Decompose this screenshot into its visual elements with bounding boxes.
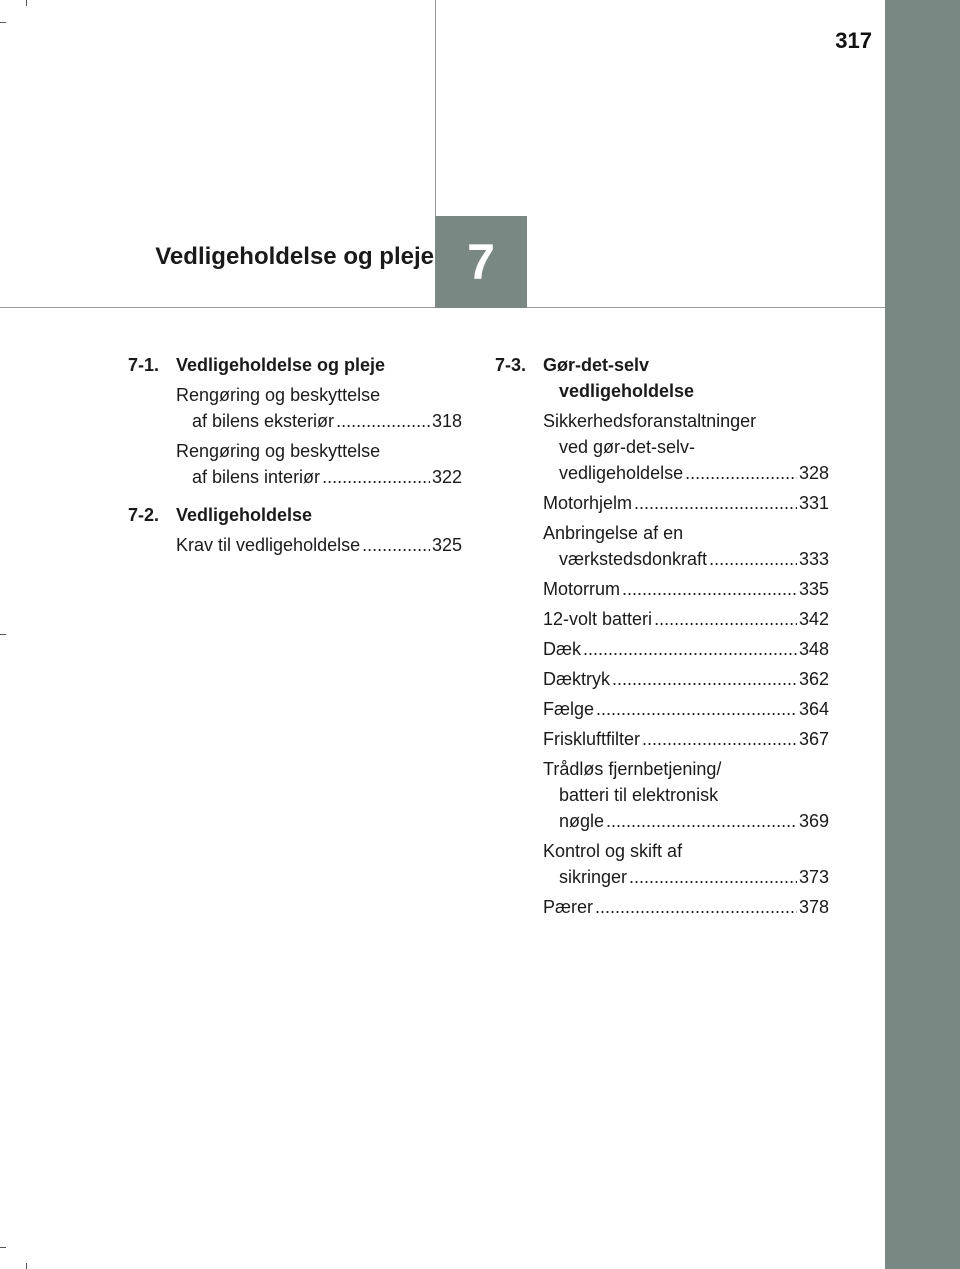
toc-entry-line xyxy=(176,438,462,464)
toc-page-number: 328 xyxy=(798,463,829,483)
page-number: 317 xyxy=(835,28,872,53)
dot-leader xyxy=(622,576,797,602)
toc-entry[interactable] xyxy=(543,606,829,632)
dot-leader xyxy=(362,532,430,558)
toc-entry-text: værkstedsdonkraft xyxy=(559,549,708,569)
toc-section xyxy=(128,502,462,558)
toc-entry-text: Fælge xyxy=(543,699,595,719)
toc-page-number: 322 xyxy=(431,467,462,487)
toc-entry-line xyxy=(543,636,829,662)
section-heading xyxy=(128,352,462,378)
toc-page-number: 362 xyxy=(798,669,829,689)
toc-page-number: 335 xyxy=(798,579,829,599)
section-title-line: Vedligeholdelse og pleje xyxy=(176,355,386,375)
toc-entry-text: Dæktryk xyxy=(543,669,610,689)
dot-leader xyxy=(336,408,430,434)
toc-page-number: 373 xyxy=(798,867,829,887)
toc-page-number: 367 xyxy=(798,729,829,749)
toc-entry-text: sikringer xyxy=(559,867,628,887)
toc-entry-line xyxy=(543,782,829,808)
toc-entry-text: 12-volt batteri xyxy=(543,609,653,629)
toc-page-number: 342 xyxy=(798,609,829,629)
toc-entry[interactable] xyxy=(543,838,829,890)
toc-entry-text: Sikkerhedsforanstaltninger xyxy=(543,411,757,431)
dot-leader xyxy=(322,464,430,490)
toc-entry-text: Rengøring og beskyttelse xyxy=(176,441,381,461)
toc-page-number: 364 xyxy=(798,699,829,719)
toc-entry-text: nøgle xyxy=(559,811,605,831)
toc-page-number: 318 xyxy=(431,411,462,431)
section-heading xyxy=(495,352,829,404)
dot-leader xyxy=(595,894,797,920)
toc-entry-line xyxy=(543,576,829,602)
section-entries xyxy=(176,382,462,490)
toc-page-number: 348 xyxy=(798,639,829,659)
toc-entry-text: batteri til elektronisk xyxy=(559,785,719,805)
toc-entry-text: vedligeholdelse xyxy=(559,463,684,483)
toc-page-number: 378 xyxy=(798,897,829,917)
toc-entry-line xyxy=(176,408,462,434)
toc-entry[interactable] xyxy=(543,408,829,486)
toc-entry-line xyxy=(543,756,829,782)
crop-mark xyxy=(0,634,6,635)
toc-entry-line xyxy=(543,408,829,434)
toc-entry-line xyxy=(543,808,829,834)
toc-entry-text: Anbringelse af en xyxy=(543,523,684,543)
toc-entry[interactable] xyxy=(543,520,829,572)
toc-entry-line xyxy=(543,546,829,572)
toc-page-number: 325 xyxy=(431,535,462,555)
toc-entry-text: Rengøring og beskyttelse xyxy=(176,385,381,405)
section-number: 7-2. xyxy=(128,505,160,525)
toc-entry-line xyxy=(543,434,829,460)
dot-leader xyxy=(642,726,797,752)
toc-section xyxy=(495,352,829,920)
toc-entry-text: af bilens eksteriør xyxy=(192,411,335,431)
toc-entry[interactable] xyxy=(543,894,829,920)
toc-page-number: 331 xyxy=(798,493,829,513)
header-vertical-rule xyxy=(435,0,436,216)
chapter-number-box xyxy=(435,216,527,308)
section-number: 7-1. xyxy=(128,355,160,375)
section-title xyxy=(543,352,829,404)
section-title xyxy=(176,502,462,528)
section-title xyxy=(176,352,462,378)
dot-leader xyxy=(596,696,797,722)
dot-leader xyxy=(612,666,797,692)
toc-entry-line xyxy=(543,696,829,722)
toc-entry[interactable] xyxy=(543,666,829,692)
toc-entry-line xyxy=(176,382,462,408)
toc-entry-text: Motorrum xyxy=(543,579,621,599)
dot-leader xyxy=(654,606,797,632)
dot-leader xyxy=(709,546,797,572)
dot-leader xyxy=(634,490,797,516)
chapter-side-tab xyxy=(885,0,960,1269)
toc-entry-line xyxy=(543,838,829,864)
toc-entry-line xyxy=(543,520,829,546)
toc-entry-text: Dæk xyxy=(543,639,582,659)
section-title-line: Gør-det-selv xyxy=(543,355,650,375)
dot-leader xyxy=(583,636,797,662)
toc-entry-text: af bilens interiør xyxy=(192,467,321,487)
toc-page-number: 333 xyxy=(798,549,829,569)
toc-entry-line xyxy=(543,460,829,486)
dot-leader xyxy=(606,808,797,834)
toc-entry-line xyxy=(543,864,829,890)
crop-mark xyxy=(0,22,6,23)
toc-entry[interactable] xyxy=(176,438,462,490)
toc-entry[interactable] xyxy=(543,636,829,662)
toc-entry-line xyxy=(543,606,829,632)
toc-entry-text: Motorhjelm xyxy=(543,493,633,513)
toc-column-left xyxy=(128,352,462,570)
toc-entry[interactable] xyxy=(543,490,829,516)
crop-mark xyxy=(26,1263,27,1269)
toc-entry-text: Pærer xyxy=(543,897,594,917)
toc-entry-line xyxy=(176,464,462,490)
toc-entry-line xyxy=(543,726,829,752)
section-title-line: vedligeholdelse xyxy=(559,381,695,401)
toc-section xyxy=(128,352,462,490)
section-entries xyxy=(543,408,829,920)
toc-entry-text: Kontrol og skift af xyxy=(543,841,683,861)
toc-entry[interactable] xyxy=(543,726,829,752)
toc-entry-line xyxy=(176,532,462,558)
section-entries xyxy=(176,532,462,558)
toc-entry-line xyxy=(543,490,829,516)
toc-page-number: 369 xyxy=(798,811,829,831)
crop-mark xyxy=(0,1247,6,1248)
toc-entry[interactable] xyxy=(176,382,462,434)
toc-column-right xyxy=(495,352,829,932)
chapter-title: Vedligeholdelse og pleje xyxy=(155,243,434,270)
toc-entry[interactable] xyxy=(543,756,829,834)
dot-leader xyxy=(629,864,797,890)
crop-mark xyxy=(26,0,27,6)
dot-leader xyxy=(685,460,797,486)
toc-entry[interactable] xyxy=(543,696,829,722)
toc-entry[interactable] xyxy=(176,532,462,558)
section-title-line: Vedligeholdelse xyxy=(176,505,313,525)
toc-entry-text: Trådløs fjernbetjening/ xyxy=(543,759,722,779)
toc-entry-text: Friskluftfilter xyxy=(543,729,641,749)
toc-entry[interactable] xyxy=(543,576,829,602)
toc-entry-text: Krav til vedligeholdelse xyxy=(176,535,361,555)
section-heading xyxy=(128,502,462,528)
chapter-number: 7 xyxy=(467,234,495,290)
section-number: 7-3. xyxy=(495,355,527,375)
toc-entry-line xyxy=(543,666,829,692)
toc-entry-text: ved gør-det-selv- xyxy=(559,437,696,457)
toc-entry-line xyxy=(543,894,829,920)
